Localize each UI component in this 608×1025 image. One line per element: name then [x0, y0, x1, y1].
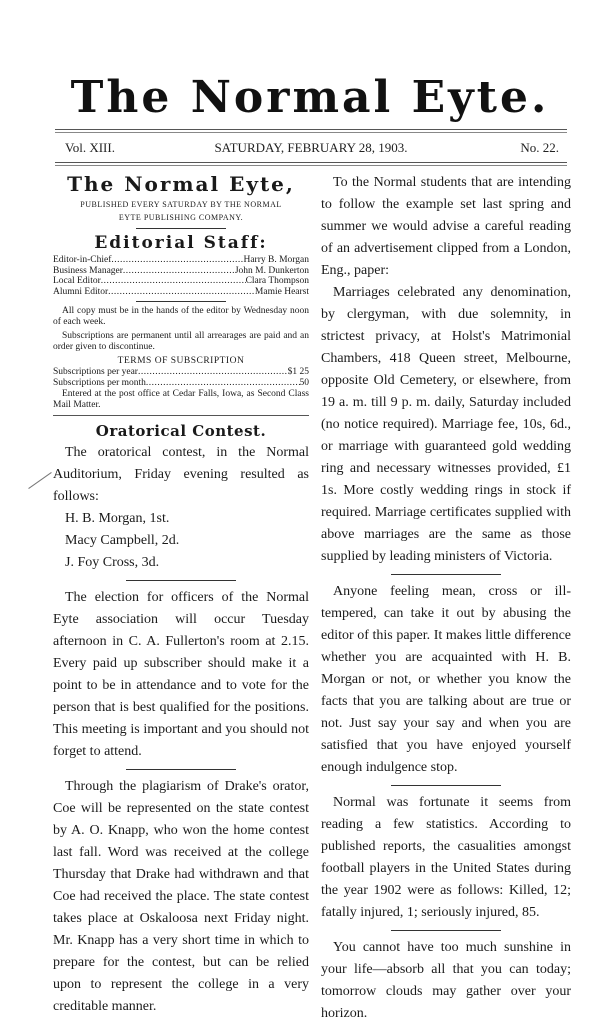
masthead-title: The Normal Eyte. [70, 72, 550, 123]
volume-label: Vol. XIII. [65, 140, 115, 155]
masthead-rule-top-2 [55, 132, 567, 133]
dateline-rule-bottom [55, 162, 567, 163]
terms-price: $1 25 [287, 367, 309, 377]
subscription-notice: Subscriptions are permanent until all arrearages are paid and an order given to discontinue. [53, 331, 309, 352]
leader-dots [146, 378, 300, 389]
leader-dots [101, 276, 246, 287]
plagiarism-article: Through the plagiarism of Drake's orator, Coe will be represented on the state contest by A. O. Knapp, who won the home contest last fall. Word was received at the college Thursday that Drake had withdrawn and that Coe had received the place. The state contest takes place at Oskaloosa next Friday night. Mr. Knapp has a very short time in which to prepare for the contest, but can be relied upon to represent the college in a very creditable manner. [53, 779, 309, 1014]
masthead-rule-top [55, 129, 567, 130]
terms-title: TERMS OF SUBSCRIPTION [117, 356, 245, 366]
terms-price: 50 [299, 377, 309, 388]
staff-role: Alumni Editor [53, 286, 109, 297]
terms-label: Subscriptions per year [53, 367, 138, 377]
editor-note: Anyone feeling mean, cross or ill-tempered, can take it out by abusing the editor of this paper. It makes little difference whether you are acquainted with H. B. Morgan or not, or whether you know the facts that you are talking about are true or not. Just say your say and when you are satisfied that you have enjoyed yourself enough indulgence stop. [321, 584, 571, 775]
leader-dots [123, 266, 235, 277]
staff-row [53, 255, 309, 266]
staff-role: Editor-in-Chief [53, 255, 112, 265]
dateline [55, 140, 567, 158]
divider [136, 228, 226, 229]
staff-name: Clara Thompson [245, 276, 309, 286]
terms-label: Subscriptions per month [53, 377, 146, 388]
staff-title: Editorial Staff: [94, 233, 268, 253]
staff-row [53, 287, 309, 298]
publisher-line-2: EYTE PUBLISHING COMPANY. [118, 213, 244, 222]
staff-name: Mamie Hearst [254, 286, 309, 297]
advice-intro: To the Normal students that are intending to follow the example set last spring and summer we would advise a careful reading of an advertisement clipped from a London, Eng., paper: [321, 175, 571, 278]
issue-number: No. 22. [520, 140, 559, 155]
result-item: J. Foy Cross, 3d. [65, 555, 160, 570]
divider [391, 574, 501, 575]
section-rule [53, 415, 309, 416]
election-article: The election for officers of the Normal Eyte association will occur Tuesday afternoon in C. A. Fullerton's room at 2.15. Every paid up subscriber should make it a point to be in attendance and to vote for the person that is best qualified for the positions. This meeting is important and you should not forget to attend. [53, 590, 309, 759]
staff-row [53, 276, 309, 287]
staff-row [53, 266, 309, 277]
staff-role: Local Editor [53, 276, 101, 286]
result-item: H. B. Morgan, 1st. [65, 511, 170, 526]
post-office-notice: Entered at the post office at Cedar Falls, Iowa, as Second Class Mail Matter. [53, 389, 309, 410]
divider [391, 785, 501, 786]
leader-dots [108, 287, 255, 298]
right-column [321, 172, 571, 1025]
marriage-advertisement: Marriages celebrated any denomination, by clergyman, with due solemnity, in strictest privacy, at Holst's Matrimonial Chambers, 418 Queen street, Melbourne, opposite Old Cemetery, or elsewhere, from 19 a. m. till 9 p. m. daily, Saturday included (no notice required). Marriage fee, 10s, 6d., or marriage with guaranteed gold wedding ring and necessary witnesses provided, £1 1s. More costly wedding rings in stock if required. Marriage certificates supplied with above marriages are the same as those supplied by leading ministers of Victoria. [321, 285, 571, 564]
nameplate: The Normal Eyte, [67, 172, 295, 196]
publisher-line-1: PUBLISHED EVERY SATURDAY BY THE NORMAL [80, 200, 282, 209]
divider [126, 580, 236, 581]
sunshine-note: You cannot have too much sunshine in your life—absorb all that you can today; tomorrow clouds may gather over your horizon. [321, 940, 571, 1021]
dateline-rule-bottom-2 [55, 165, 567, 166]
copy-deadline-notice: All copy must be in the hands of the editor by Wednesday noon of each week. [53, 306, 309, 327]
issue-date: SATURDAY, FEBRUARY 28, 1903. [214, 140, 408, 155]
leader-dots [111, 255, 243, 266]
football-article: Normal was fortunate it seems from reading a few statistics. According to published reports, the casualities amongst football players in the United States during the year 1902 were as follows: Killed, 12; fatally injured, 1; seriously injured, 85. [321, 795, 571, 920]
terms-row [53, 367, 309, 378]
divider [391, 930, 501, 931]
leader-dots [138, 367, 288, 378]
divider [136, 301, 226, 302]
oratorical-intro: The oratorical contest, in the Normal Auditorium, Friday evening resulted as follows: [53, 445, 309, 504]
result-item: Macy Campbell, 2d. [65, 533, 180, 548]
pencil-mark [28, 472, 52, 489]
staff-role: Business Manager [53, 265, 123, 276]
staff-name: Harry B. Morgan [243, 255, 309, 265]
left-column [53, 172, 309, 1018]
staff-name: John M. Dunkerton [234, 265, 309, 276]
terms-row [53, 378, 309, 389]
divider [126, 769, 236, 770]
oratorical-title: Oratorical Contest. [95, 422, 267, 440]
